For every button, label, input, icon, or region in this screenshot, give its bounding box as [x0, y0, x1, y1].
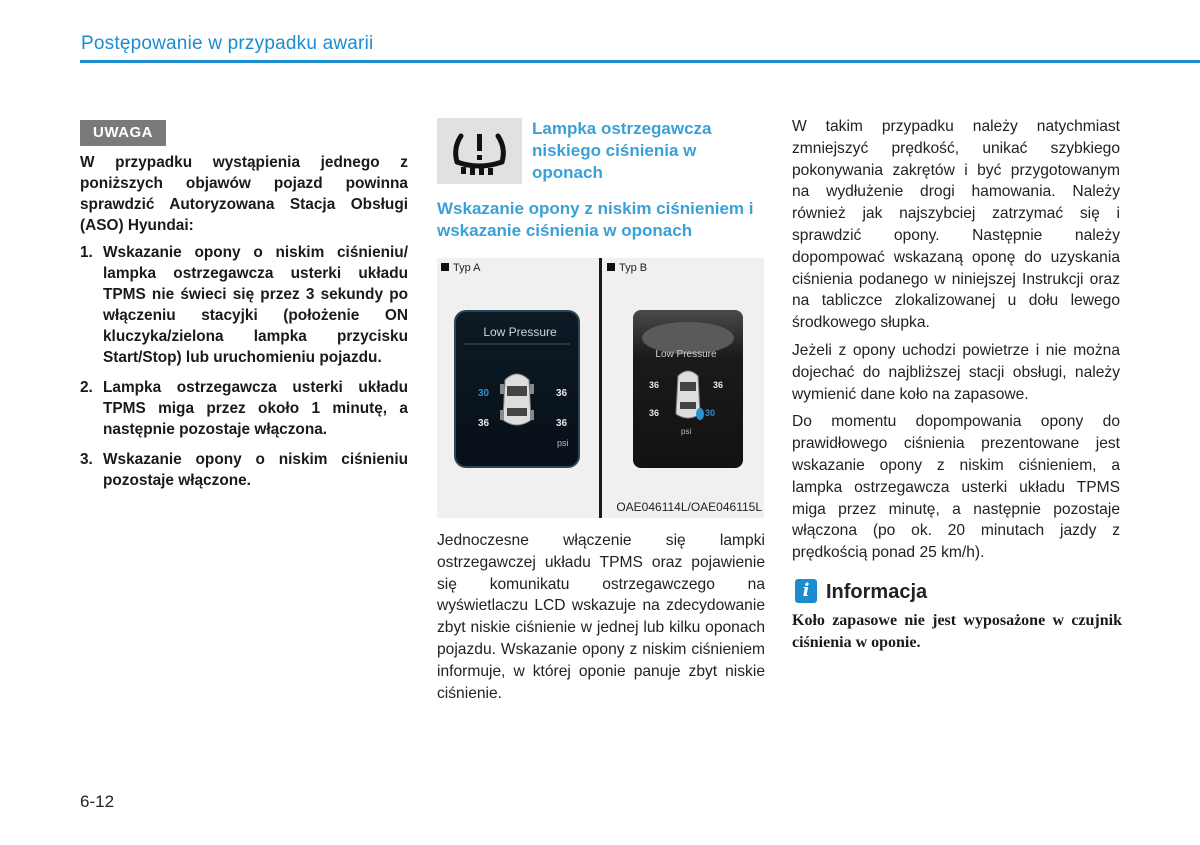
screen-a-unit: psi	[557, 438, 569, 448]
info-icon: i	[795, 579, 817, 603]
type-b-screen	[633, 310, 743, 468]
right-column	[792, 116, 1120, 570]
tpms-display-figure	[437, 258, 764, 518]
page-number: 6-12	[80, 792, 115, 811]
car-top-icon	[503, 374, 531, 425]
screen-b-rr: 30	[705, 408, 716, 418]
warning-item	[80, 449, 408, 491]
warning-item-number: 1.	[80, 244, 93, 261]
screen-a-rl: 36	[478, 418, 490, 429]
tpms-paragraph: Jednoczesne włączenie się lampki ostrzegawczej układu TPMS oraz pojawienie się komunikatu ostrzegawczego na wyświetlaczu LCD wskazuje na zdecydowanie zbyt niskie ciśnienie w jednej lub kilku oponach pojazdu. Wskazanie opony z niskim ciśnieniem informuje, w której oponie panuje zbyt niskie ciśnienie.	[437, 532, 765, 702]
warning-badge: UWAGA	[80, 120, 166, 146]
warning-block	[80, 152, 408, 500]
header-divider	[80, 60, 1200, 63]
lamp-title: Lampka ostrzegawcza niskiego ciśnienia w oponach	[532, 119, 712, 182]
figure-code: OAE046114L/OAE046115L	[616, 500, 762, 514]
right-paragraph: W takim przypadku należy natychmiast zmniejszyć prędkość, unikać szybkiego pokonywania zakrętów i być przygotowanym na wydłużenie drogi hamowania. Należy również jak najszybciej zatrzymać się i sprawdzić opony. Następnie należy dopompować wskazaną oponę do uzyskania ciśnienia podanego w niniejszej Instrukcji oraz na tabliczce zlokalizowanej u dołu lewego środkowego słupka.	[792, 118, 1120, 332]
warning-list	[80, 242, 408, 491]
section-subtitle: Wskazanie opony z niskim ciśnieniem i wskazanie ciśnienia w oponach	[437, 199, 754, 240]
screen-a-rr: 36	[556, 418, 568, 429]
warning-item-text: Wskazanie opony o niskim ciśnieniu/ lampka ostrzegawcza usterki układu TPMS nie świeci się przez 3 sekundy po włączeniu stacyjki (położenie ON kluczyka/zielona lampka przycisku Start/Stop) lub uruchomieniu pojazdu.	[103, 244, 408, 366]
info-title: Informacja	[826, 581, 928, 603]
screen-a-fl: 30	[478, 388, 490, 399]
screen-b-rl: 36	[649, 408, 660, 418]
screen-a-fr: 36	[556, 388, 568, 399]
car-top-icon	[676, 371, 700, 418]
type-b-label: Typ B	[607, 262, 647, 274]
tpms-warning-icon	[437, 118, 522, 184]
type-a-label: Typ A	[441, 262, 481, 274]
right-paragraph: Jeżeli z opony uchodzi powietrze i nie można dojechać do najbliższej stacji obsługi, należy wymienić dane koło na zapasowe.	[792, 341, 1120, 403]
warning-item-number: 2.	[80, 379, 93, 396]
figure-divider	[599, 258, 602, 518]
info-text: Koło zapasowe nie jest wyposażone w czujnik ciśnienia w oponie.	[792, 612, 1122, 651]
warning-intro: W przypadku wystąpienia jednego z poniższych objawów pojazd powinna sprawdzić Autoryzowana Stacja Obsługi (ASO) Hyundai:	[80, 154, 408, 234]
page-header-title: Postępowanie w przypadku awarii	[81, 33, 374, 54]
screen-b-unit: psi	[681, 427, 692, 436]
warning-item-number: 3.	[80, 451, 93, 468]
warning-item-text: Lampka ostrzegawcza usterki układu TPMS miga przez około 1 minutę, a następnie pozostaje włączona.	[103, 379, 408, 438]
right-paragraph: Do momentu dopompowania opony do prawidłowego ciśnienia prezentowane jest wskazanie opony z niskim ciśnieniem, a lampka ostrzegawcza usterki układu TPMS miga przez minutę, a następnie pozostaje włączona (po ok. 20 minutach jazdy z prędkością ponad 25 km/h).	[792, 413, 1120, 562]
warning-item-text: Wskazanie opony o niskim ciśnieniu pozostaje włączone.	[103, 451, 408, 489]
screen-b-fr: 36	[713, 380, 724, 390]
warning-item	[80, 377, 408, 440]
screen-b-fl: 36	[649, 380, 660, 390]
screen-a-title: Low Pressure	[483, 325, 557, 339]
warning-item	[80, 242, 408, 368]
screen-b-title: Low Pressure	[655, 349, 717, 360]
type-a-screen	[454, 310, 580, 468]
